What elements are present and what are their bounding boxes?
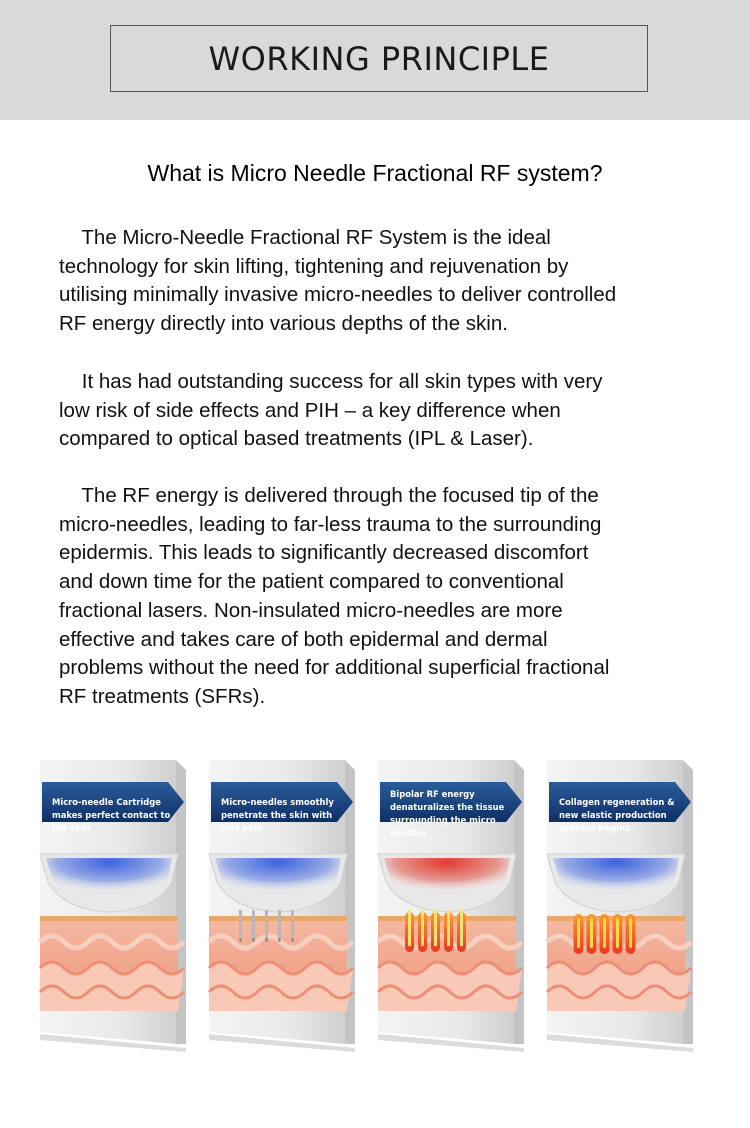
paragraph-1 [59, 224, 719, 339]
paragraph-line: micro-needles, leading to far-less trauma to the surrounding [59, 512, 602, 536]
step-caption: Collagen regeneration & new elastic production process begins. [559, 797, 675, 833]
process-steps [0, 752, 750, 1052]
paragraph-line: The RF energy is delivered through the focused tip of the [59, 484, 599, 507]
paragraph-line: epidermis. This leads to significantly decreased discomfort [59, 541, 589, 565]
paragraph-line: technology for skin lifting, tightening and rejuvenation by [59, 254, 569, 278]
paragraph-line: RF treatments (SFRs). [59, 684, 266, 708]
paragraph-line: The Micro-Needle Fractional RF System is the ideal [59, 226, 551, 249]
paragraph-2 [59, 368, 719, 454]
paragraph-line: effective and takes care of both epidermal and dermal [59, 627, 548, 651]
paragraph-line: RF energy directly into various depths of the skin. [59, 312, 508, 336]
step-1-panel [36, 752, 216, 1052]
paragraph-line: It has had outstanding success for all skin types with very [59, 370, 603, 393]
paragraph-line: fractional lasers. Non-insulated micro-needles are more [59, 598, 563, 622]
page-title: WORKING PRINCIPLE [208, 39, 550, 78]
paragraph-line: problems without the need for additional superficial fractional [59, 656, 610, 680]
step-caption: Micro-needles smoothly penetrate the skin with less pain [221, 797, 334, 833]
paragraph-line: low risk of side effects and PIH – a key difference when [59, 398, 561, 422]
step-4-panel [543, 752, 723, 1052]
section-question: What is Micro Needle Fractional RF system? [147, 160, 603, 186]
header-title-box [110, 25, 648, 92]
step-caption: Micro-needle Cartridge makes perfect contact to the skin [52, 797, 171, 833]
step-3-panel [374, 752, 554, 1052]
paragraph-3 [59, 482, 719, 712]
paragraph-line: and down time for the patient compared to conventional [59, 570, 564, 594]
paragraph-line: compared to optical based treatments (IPL & Laser). [59, 427, 534, 451]
step-2-panel [205, 752, 385, 1052]
step-caption: Bipolar RF energy denaturalizes the tissue surrounding the micro needles [390, 789, 505, 838]
paragraph-line: utilising minimally invasive micro-needles to deliver controlled [59, 283, 617, 307]
header-band [0, 0, 750, 120]
